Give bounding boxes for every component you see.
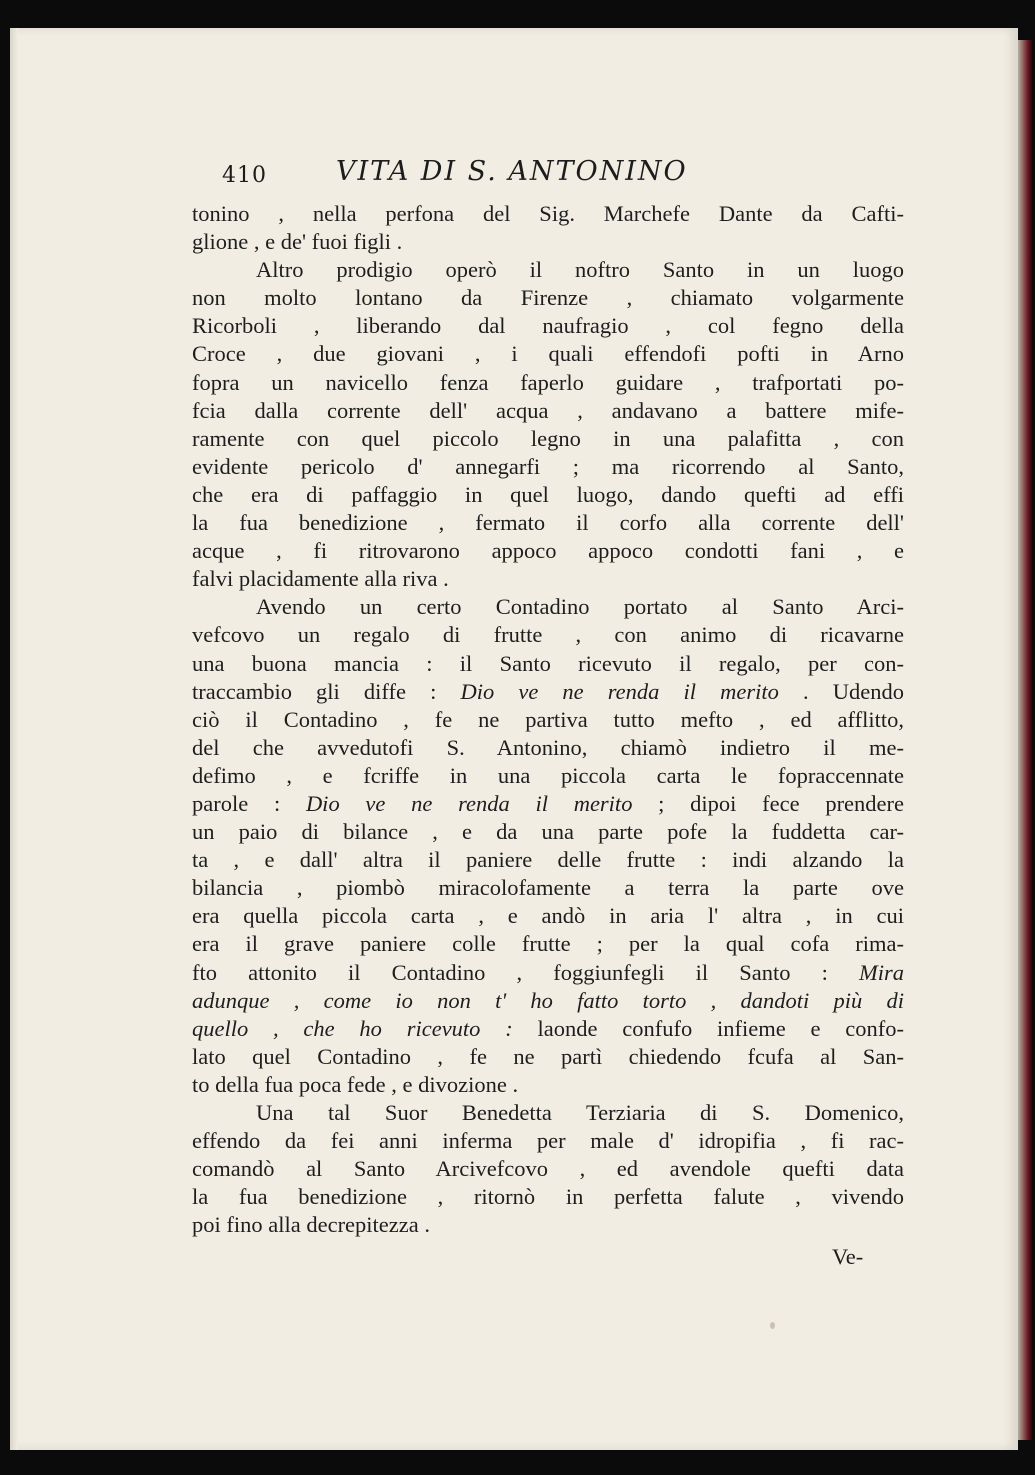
text-segment: Croce , due giovani , i quali effendofi pofti in Arno — [192, 341, 904, 367]
italic-text: quello , che ho ricevuto : — [192, 1015, 513, 1041]
text-segment: la fua benedizione , ritornò in perfetta falute , vivendo — [192, 1184, 904, 1210]
text-segment: era quella piccola carta , e andò in aria l' altra , in cui — [192, 903, 904, 929]
catchword: Ve- — [832, 1244, 864, 1269]
text-segment: Avendo un certo Contadino portato al Santo Arci- — [256, 594, 904, 620]
text-segment: ; dipoi fece prendere — [632, 790, 904, 816]
text-line — [192, 1099, 904, 1127]
text-segment: glione , e de' fuoi figli . — [192, 229, 403, 255]
text-segment: che era di paffaggio in quel luogo, dando quefti ad effi — [192, 481, 904, 507]
text-line — [192, 509, 904, 537]
text-line — [192, 1211, 904, 1239]
book-edge — [1018, 40, 1032, 1440]
italic-text: Dio ve ne renda il merito — [460, 678, 779, 704]
text-segment: effendo da fei anni inferma per male d' idropifia , fi rac- — [192, 1128, 904, 1154]
text-segment: ramente con quel piccolo legno in una palafitta , con — [192, 425, 904, 451]
paper-blemish — [770, 1322, 775, 1329]
text-line — [192, 312, 904, 340]
text-segment: laonde confufo infieme e confo- — [512, 1015, 904, 1041]
text-segment: non molto lontano da Firenze , chiamato volgarmente — [192, 285, 904, 311]
text-line — [192, 1127, 904, 1155]
text-segment: evidente pericolo d' annegarfi ; ma ricorrendo al Santo, — [192, 453, 904, 479]
text-segment: traccambio gli diffe : — [192, 678, 461, 704]
text-segment: vefcovo un regalo di frutte , con animo di ricavarne — [192, 622, 904, 648]
text-line — [192, 228, 904, 256]
text-segment: Ricorboli , liberando dal naufragio , col fegno della — [192, 313, 904, 339]
text-segment: fopra un navicello fenza faperlo guidare , trafportati po- — [192, 369, 904, 395]
text-segment: ta , e dall' altra il paniere delle frutte : indi alzando la — [192, 847, 904, 873]
italic-text: Dio ve ne renda il merito — [305, 790, 633, 816]
text-line — [192, 1183, 904, 1211]
text-segment: la fua benedizione , fermato il corfo alla corrente dell' — [192, 510, 904, 536]
text-line — [192, 284, 904, 312]
body-text — [192, 200, 904, 1239]
page-number: 410 — [222, 163, 267, 188]
text-segment: una buona mancia : il Santo ricevuto il regalo, per con- — [192, 650, 904, 676]
text-line — [192, 762, 904, 790]
text-segment: fcia dalla corrente dell' acqua , andavano a battere mife- — [192, 397, 904, 423]
text-line — [192, 425, 904, 453]
text-segment: del che avvedutofi S. Antonino, chiamò indietro il me- — [192, 734, 904, 760]
text-segment: defimo , e fcriffe in una piccola carta le fopraccennate — [192, 762, 904, 788]
text-segment: tonino , nella perfona del Sig. Marchefe Dante da Cafti- — [192, 201, 904, 226]
text-line — [192, 650, 904, 678]
text-line — [192, 453, 904, 481]
text-line — [192, 902, 904, 930]
italic-text: Mira — [859, 959, 904, 985]
running-header — [192, 156, 904, 192]
text-line — [192, 1155, 904, 1183]
text-line — [192, 930, 904, 958]
text-segment: ciò il Contadino , fe ne partiva tutto mefto , ed afflitto, — [192, 706, 904, 732]
text-segment: to della fua poca fede , e divozione . — [192, 1071, 519, 1097]
text-segment: poi fino alla decrepitezza . — [192, 1212, 430, 1238]
text-line — [192, 706, 904, 734]
text-line — [192, 200, 904, 228]
text-line — [192, 678, 904, 706]
text-line — [192, 846, 904, 874]
text-line — [192, 959, 904, 987]
text-line — [192, 1015, 904, 1043]
text-line — [192, 340, 904, 368]
text-line — [192, 256, 904, 284]
text-segment: un paio di bilance , e da una parte pofe la fuddetta car- — [192, 819, 904, 845]
text-segment: Una tal Suor Benedetta Terziaria di S. Domenico, — [256, 1100, 904, 1125]
running-title: VITA DI S. ANTONINO — [336, 156, 688, 187]
text-segment: era il grave paniere colle frutte ; per la qual cofa rima- — [192, 931, 904, 957]
text-segment: . Udendo — [778, 678, 904, 704]
text-line — [192, 1043, 904, 1071]
italic-text: adunque , come io non t' ho fatto torto , dandoti più di — [192, 987, 904, 1013]
text-line — [192, 593, 904, 621]
text-segment: Altro prodigio operò il noftro Santo in un luogo — [256, 257, 904, 283]
text-line — [192, 818, 904, 846]
text-segment: lato quel Contadino , fe ne partì chiedendo fcufa al San- — [192, 1043, 904, 1069]
gutter-shadow — [10, 28, 18, 1450]
text-line — [192, 874, 904, 902]
text-segment: comandò al Santo Arcivefcovo , ed avendole quefti data — [192, 1156, 904, 1182]
text-line — [192, 565, 904, 593]
text-segment: acque , fi ritrovarono appoco appoco condotti fani , e — [192, 538, 904, 564]
text-line — [192, 481, 904, 509]
text-line — [192, 537, 904, 565]
text-line — [192, 734, 904, 762]
text-line — [192, 369, 904, 397]
text-segment: fto attonito il Contadino , foggiunfegli il Santo : — [192, 959, 859, 985]
text-segment: bilancia , piombò miracolofamente a terra la parte ove — [192, 875, 904, 901]
text-segment: parole : — [192, 790, 306, 816]
text-line — [192, 397, 904, 425]
text-segment: falvi placidamente alla riva . — [192, 566, 449, 592]
text-line — [192, 621, 904, 649]
text-line — [192, 790, 904, 818]
text-line — [192, 987, 904, 1015]
text-line — [192, 1071, 904, 1099]
